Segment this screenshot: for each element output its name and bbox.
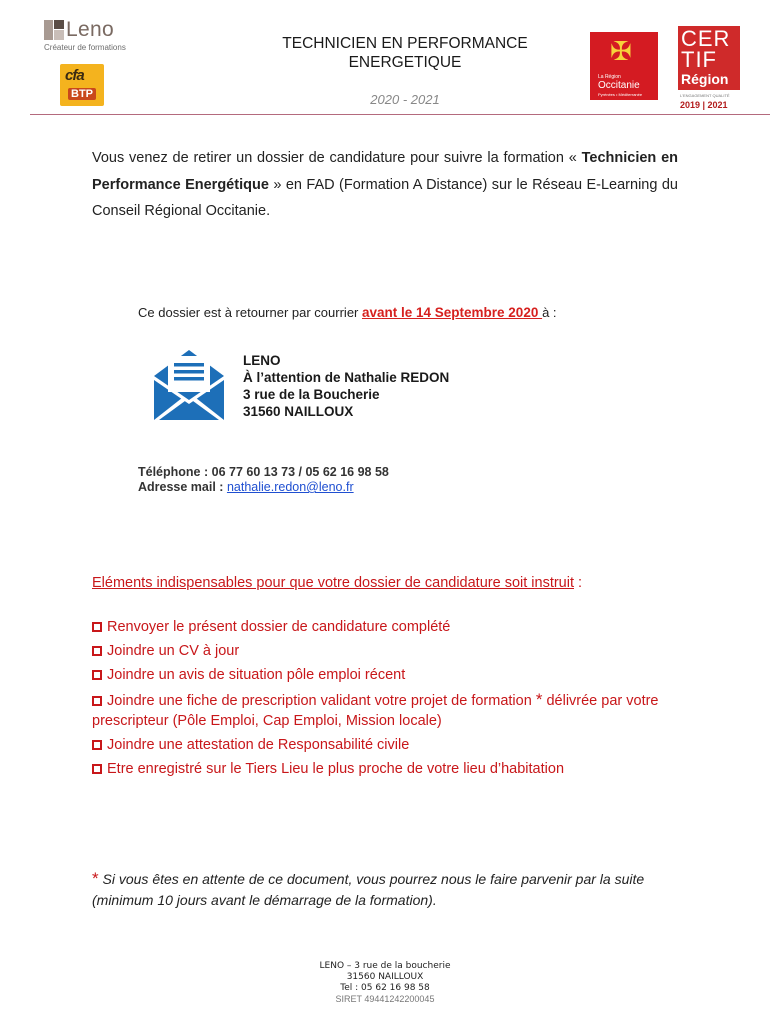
leno-logo-mark: [44, 20, 64, 40]
list-item-text: Joindre un CV à jour: [107, 643, 240, 659]
footer-line: 31560 NAILLOUX: [346, 972, 424, 982]
leno-logo-tagline: Créateur de formations: [44, 43, 126, 52]
certif-logo-region: Région: [681, 71, 729, 87]
return-text-after: à :: [542, 305, 557, 320]
list-item-text: Joindre un avis de situation pôle emploi récent: [107, 667, 406, 683]
document-title-line1: TECHNICIEN EN PERFORMANCE: [282, 35, 528, 52]
footer-siret: SIRET 49441242200045: [335, 994, 435, 1004]
occitan-cross-icon: ✠: [610, 36, 632, 66]
checkbox-icon: [92, 740, 102, 750]
certif-logo-word: [681, 28, 730, 70]
required-documents-list: [92, 618, 692, 784]
list-item: [92, 690, 692, 731]
intro-text-before: Vous venez de retirer un dossier de candidature pour suivre la formation «: [92, 150, 582, 166]
elements-heading: [92, 575, 582, 591]
certif-logo-line1: CER: [681, 26, 731, 51]
mail-link[interactable]: nathalie.redon@leno.fr: [226, 480, 354, 494]
certif-logo-box: [678, 26, 740, 90]
contact-block: [138, 465, 389, 495]
elements-heading-text: Eléments indispensables pour que votre dossier de candidature soit instruit: [92, 575, 574, 591]
certif-logo-years: 2019 | 2021: [680, 100, 728, 110]
return-text-before: Ce dossier est à retourner par courrier: [138, 305, 362, 320]
page-footer: [0, 961, 770, 1005]
checkbox-icon: [92, 646, 102, 656]
checkbox-icon: [92, 670, 102, 680]
address-line: LENO: [243, 353, 281, 368]
cfa-logo-mark: cfa: [65, 67, 84, 84]
envelope-icon: [148, 342, 230, 424]
footer-line: LENO – 3 rue de la boucherie: [319, 961, 451, 971]
elements-heading-suffix: :: [574, 575, 583, 591]
footnote: [92, 868, 692, 911]
occitanie-logo-small: La Région: [598, 74, 621, 80]
intro-text-after: » en FAD (Formation A Distance) sur le Réseau E-Learning du Conseil Régional Occitanie.: [92, 176, 678, 219]
header-divider: [30, 114, 770, 115]
return-deadline: avant le 14 Septembre 2020: [361, 305, 543, 320]
phone-line: [138, 465, 389, 480]
cfa-btp-logo: [60, 64, 104, 106]
checkbox-icon: [92, 622, 102, 632]
occitanie-logo-name: Occitanie: [598, 80, 640, 91]
list-item-text: Joindre une attestation de Responsabilité civile: [107, 736, 410, 753]
leno-logo-name: Leno: [66, 18, 114, 41]
footnote-text: Si vous êtes en attente de ce document, vous pourrez nous le faire parvenir par la suite (minimum 10 jours avant le démarrage de la formation).: [92, 871, 645, 908]
list-item: [92, 736, 692, 756]
occitanie-logo-sub: Pyrénées • Méditerranée: [598, 92, 643, 97]
list-item-text: Renvoyer le présent dossier de candidature complété: [107, 619, 451, 635]
mail-label: Adresse mail :: [138, 480, 224, 494]
list-item: [92, 618, 692, 638]
list-item-continuation: délivrée par votre prescripteur (Pôle Emploi, Cap Emploi, Mission locale): [92, 693, 659, 729]
document-title: [240, 34, 570, 72]
occitanie-logo: [590, 32, 658, 100]
list-item: [92, 642, 692, 662]
list-item-text: Joindre une fiche de prescription validant votre projet de formation: [107, 693, 532, 709]
checkbox-icon: [92, 696, 102, 706]
certif-logo-line2: TIF: [681, 47, 717, 72]
certif-region-logo: [678, 26, 740, 112]
address-line: À l’attention de Nathalie REDON: [243, 370, 450, 385]
certif-logo-tagline: L'ENGAGEMENT QUALITÉ: [680, 93, 730, 98]
intro-formation-name: Technicien en Performance Energétique: [92, 150, 678, 193]
footnote-star: *: [92, 869, 99, 888]
list-item: [92, 666, 692, 686]
mail-line: [138, 480, 389, 495]
address-line: 3 rue de la Boucherie: [243, 387, 380, 402]
list-item: [92, 760, 692, 780]
document-title-line2: ENERGETIQUE: [348, 54, 462, 71]
school-year: 2020 - 2021: [370, 92, 440, 107]
intro-paragraph: [92, 145, 678, 225]
postal-address: [243, 352, 449, 420]
leno-logo: [44, 20, 144, 56]
phone-value: 06 77 60 13 73 / 05 62 16 98 58: [208, 465, 389, 479]
btp-logo-text: BTP: [68, 88, 96, 100]
list-item-text: Etre enregistré sur le Tiers Lieu le plus proche de votre lieu d’habitation: [107, 760, 565, 777]
footer-line: Tel : 05 62 16 98 58: [340, 983, 430, 993]
address-line: 31560 NAILLOUX: [243, 404, 354, 419]
footnote-marker: *: [535, 690, 543, 709]
return-instruction: [138, 305, 557, 320]
checkbox-icon: [92, 764, 102, 774]
phone-label: Téléphone :: [138, 465, 209, 479]
